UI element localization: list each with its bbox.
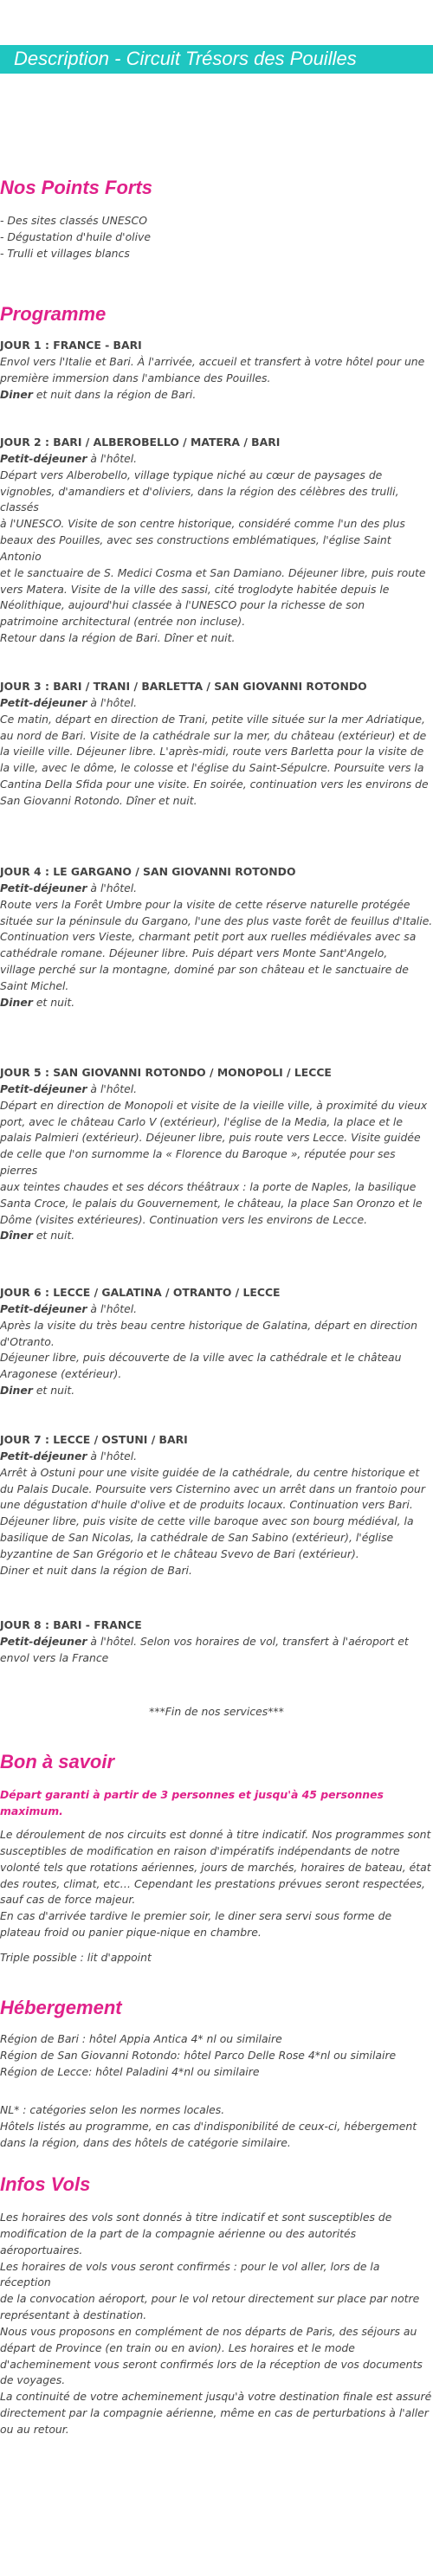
day-2 bbox=[0, 435, 433, 647]
day-line: Aragonese (extérieur). bbox=[0, 1367, 122, 1381]
day-line: vignobles, d'amandiers et d'oliviers, dans la région des célèbres des trulli, classés bbox=[0, 484, 399, 514]
info-line: susceptibles de modification en raison d'impératifs indépendants de notre bbox=[0, 1843, 400, 1857]
day-line: Saint Michel. bbox=[0, 978, 69, 992]
day-4 bbox=[0, 864, 433, 1011]
info-line: représentant à destination. bbox=[0, 2308, 147, 2322]
day-line: de celle que l'on surnomme la « Florence du Baroque », réputée pour ses pierres bbox=[0, 1147, 396, 1178]
programme-heading: Programme bbox=[0, 303, 107, 325]
meal-label: Petit-déjeuner bbox=[0, 881, 87, 894]
day-title: JOUR 4 : LE GARGANO / SAN GIOVANNI ROTONDO bbox=[0, 865, 296, 878]
meal-label: Petit-déjeuner bbox=[0, 1081, 87, 1095]
day-line: patrimoine architectural (entrée non incluse). bbox=[0, 615, 246, 629]
triple-note: Triple possible : lit d'appoint bbox=[0, 1951, 152, 1964]
day-line: Diner et nuit dans la région de Bari. bbox=[0, 1563, 192, 1577]
info-line: Les horaires de vols vous seront confirmés : pour le vol aller, lors de la réception bbox=[0, 2259, 380, 2289]
day-line: d'Otranto. bbox=[0, 1334, 55, 1348]
meal-label: Dîner bbox=[0, 1229, 33, 1243]
day-line: Déjeuner libre, puis découverte de la ville avec la cathédrale et le château bbox=[0, 1351, 402, 1365]
day-end: et nuit. bbox=[32, 995, 75, 1009]
info-line: Les horaires des vols sont donnés à titre indicatif et sont susceptibles de bbox=[0, 2211, 392, 2224]
day-7 bbox=[0, 1432, 433, 1579]
day-line: la vieille ville. Déjeuner libre. L'après-midi, route vers Barletta pour la visite de bbox=[0, 745, 424, 759]
info-line: volonté tels que rotations aériennes, jours de marchés, horaires de bateau, état bbox=[0, 1860, 431, 1874]
day-end: et nuit. bbox=[32, 1384, 75, 1398]
day-line: la ville, avec le dôme, le colosse et l'église du Saint-Sépulcre. Poursuite vers la bbox=[0, 761, 424, 775]
day-line: du Palais Ducale. Poursuite vers Cisternino avec un arrêt dans un frantoio pour bbox=[0, 1482, 425, 1495]
bon-a-savoir-block bbox=[0, 1787, 433, 1820]
info-line: plateau froid ou panier pique-nique en chambre. bbox=[0, 1926, 262, 1940]
day-breakfast: à l'hôtel. bbox=[87, 695, 138, 709]
points-forts-list bbox=[0, 213, 433, 262]
day-line: aux teintes chaudes et ses décors théâtraux : la porte de Naples, la basilique bbox=[0, 1179, 417, 1193]
day-line: Envol vers l'Italie et Bari. À l'arrivée, accueil et transfert à votre hôtel pour une bbox=[0, 354, 425, 368]
hotel-item: Région de Bari : hôtel Appia Antica 4* nl ou similaire bbox=[0, 2032, 282, 2045]
info-line: modification de la part de la compagnie aérienne ou des autorités bbox=[0, 2226, 357, 2240]
hotel-note: Hôtels listés au programme, en cas d'indisponibilité de ceux-ci, hébergement bbox=[0, 2119, 417, 2133]
day-line: Néolithique, aujourd'hui classée à l'UNESCO pour la richesse de son bbox=[0, 598, 365, 612]
day-title: JOUR 1 : FRANCE - BARI bbox=[0, 339, 142, 352]
info-line: La continuité de votre acheminement jusqu'à votre destination finale est assuré bbox=[0, 2390, 432, 2404]
day-line: première immersion dans l'ambiance des Pouilles. bbox=[0, 371, 271, 384]
description-banner bbox=[0, 45, 433, 74]
day-title: JOUR 6 : LECCE / GALATINA / OTRANTO / LECCE bbox=[0, 1286, 281, 1299]
day-title: JOUR 5 : SAN GIOVANNI ROTONDO / MONOPOLI / LECCE bbox=[0, 1066, 332, 1079]
list-item: - Des sites classés UNESCO bbox=[0, 214, 147, 227]
meal-label: Petit-déjeuner bbox=[0, 1449, 87, 1462]
day-breakfast: à l'hôtel. bbox=[87, 1081, 138, 1095]
hebergement-heading: Hébergement bbox=[0, 1997, 122, 2018]
day-line: Arrêt à Ostuni pour une visite guidée de la cathédrale, du centre historique et bbox=[0, 1465, 420, 1479]
meal-label: Petit-déjeuner bbox=[0, 1301, 87, 1315]
day-line: et le sanctuaire de S. Medici Cosma et San Damiano. Déjeuner libre, puis route bbox=[0, 565, 426, 579]
day-line: byzantine de San Grégorio et le château Svevo de Bari (extérieur). bbox=[0, 1546, 359, 1560]
info-line: des routes, climat, etc… Cependant les prestations prévues seront respectées, bbox=[0, 1876, 425, 1890]
day-line: Départ vers Alberobello, village typique niché au cœur de paysages de bbox=[0, 468, 383, 481]
day-title: JOUR 8 : BARI - FRANCE bbox=[0, 1618, 142, 1631]
day-breakfast: à l'hôtel. Selon vos horaires de vol, transfert à l'aéroport et bbox=[87, 1634, 409, 1648]
hotel-item: Région de Lecce: hôtel Paladini 4*nl ou similaire bbox=[0, 2064, 260, 2078]
day-line: San Giovanni Rotondo. Dîner et nuit. bbox=[0, 793, 197, 807]
meal-label: Petit-déjeuner bbox=[0, 695, 87, 709]
day-8 bbox=[0, 1617, 433, 1667]
end-note: ***Fin de nos services*** bbox=[149, 1705, 284, 1718]
day-title: JOUR 7 : LECCE / OSTUNI / BARI bbox=[0, 1433, 188, 1446]
day-breakfast: à l'hôtel. bbox=[87, 1449, 138, 1462]
meal-label: Diner bbox=[0, 387, 33, 401]
day-line: envol vers la France bbox=[0, 1650, 109, 1664]
infos-vols-heading: Infos Vols bbox=[0, 2173, 91, 2195]
day-line: une dégustation d'huile d'olive et de produits locaux. Continuation vers Bari. bbox=[0, 1498, 413, 1512]
day-title: JOUR 3 : BARI / TRANI / BARLETTA / SAN GIOVANNI ROTONDO bbox=[0, 680, 367, 693]
day-5 bbox=[0, 1065, 433, 1244]
list-item: - Dégustation d'huile d'olive bbox=[0, 229, 151, 243]
day-line: vers Matera. Visite de la ville des sassi, cité troglodyte habitée depuis le bbox=[0, 582, 390, 596]
meal-label: Petit-déjeuner bbox=[0, 451, 87, 465]
infos-vols-text bbox=[0, 2210, 433, 2438]
day-line: village perché sur la montagne, dominé par son château et le sanctuaire de bbox=[0, 963, 409, 977]
day-line: Après la visite du très beau centre historique de Galatina, départ en direction bbox=[0, 1318, 417, 1332]
day-line: Santa Croce, le palais du Gouvernement, le château, la place San Oronzo et le bbox=[0, 1196, 423, 1210]
banner-title: Description - Circuit Trésors des Pouilles bbox=[14, 48, 357, 69]
day-line: Départ en direction de Monopoli et visite de la vieille ville, à proximité du vieux bbox=[0, 1098, 428, 1112]
day-line: Continuation vers Vieste, charmant petit port aux ruelles médiévales avec sa bbox=[0, 930, 417, 944]
day-line: basilique de San Nicolas, la cathédrale de San Sabino (extérieur), l'église bbox=[0, 1531, 394, 1545]
day-line: cathédrale romane. Déjeuner libre. Puis départ vers Monte Sant'Angelo, bbox=[0, 946, 388, 960]
list-item: - Trulli et villages blancs bbox=[0, 246, 130, 260]
info-line: En cas d'arrivée tardive le premier soir, le diner sera servi sous forme de bbox=[0, 1909, 392, 1923]
meal-label: Diner bbox=[0, 995, 33, 1009]
day-6 bbox=[0, 1285, 433, 1399]
day-breakfast: à l'hôtel. bbox=[87, 1301, 138, 1315]
hotels-notes bbox=[0, 2102, 433, 2152]
info-line: de voyages. bbox=[0, 2373, 66, 2387]
info-line: de la convocation aéroport, pour le vol retour directement sur place par notre bbox=[0, 2292, 420, 2306]
day-1 bbox=[0, 338, 433, 403]
day-3 bbox=[0, 679, 433, 810]
info-line: aéroportuaires. bbox=[0, 2243, 83, 2256]
day-line: port, avec le château Carlo V (extérieur), l'église de la Media, la place et le bbox=[0, 1114, 403, 1128]
day-breakfast: à l'hôtel. bbox=[87, 451, 138, 465]
day-line: Route vers la Forêt Umbre pour la visite de cette réserve naturelle protégée bbox=[0, 897, 410, 911]
hotels-list bbox=[0, 2031, 433, 2081]
info-line: ou au retour. bbox=[0, 2422, 69, 2436]
info-line: Le déroulement de nos circuits est donné à titre indicatif. Nos programmes sont bbox=[0, 1828, 431, 1841]
hotel-item: Région de San Giovanni Rotondo: hôtel Parco Delle Rose 4*nl ou similaire bbox=[0, 2048, 397, 2062]
meal-label: Diner bbox=[0, 1384, 33, 1398]
info-line: directement par la compagnie aérienne, même en cas de perturbations à l'aller bbox=[0, 2406, 429, 2420]
day-line: beaux des Pouilles, avec ses constructions emblématiques, l'église Saint Antonio bbox=[0, 533, 391, 563]
info-line: sauf cas de force majeur. bbox=[0, 1893, 136, 1907]
bon-a-savoir-heading: Bon à savoir bbox=[0, 1751, 115, 1772]
info-line: Nous vous proposons en complément de nos départs de Paris, des séjours au bbox=[0, 2324, 417, 2338]
day-breakfast: à l'hôtel. bbox=[87, 881, 138, 894]
points-forts-heading: Nos Points Forts bbox=[0, 177, 153, 198]
day-line: Dôme (visites extérieures). Continuation vers les environs de Lecce. bbox=[0, 1212, 368, 1226]
hotel-note: NL* : catégories selon les normes locales. bbox=[0, 2103, 225, 2116]
info-line: d'acheminement vous seront confirmés lors de la réception de vos documents bbox=[0, 2357, 423, 2371]
day-line: au nord de Bari. Visite de la cathédrale sur la mer, du château (extérieur) et de bbox=[0, 728, 427, 742]
day-line: palais Palmieri (extérieur). Déjeuner libre, puis route vers Lecce. Visite guidée bbox=[0, 1131, 421, 1145]
day-line: Retour dans la région de Bari. Dîner et nuit. bbox=[0, 631, 236, 645]
day-line: Cantina Della Sfida pour une visite. En soirée, continuation vers les environs de bbox=[0, 778, 429, 791]
guarantee-text: Départ garanti à partir de 3 personnes et jusqu'à 45 personnes maximum. bbox=[0, 1788, 384, 1817]
hotel-note: dans la région, dans des hôtels de catégorie similaire. bbox=[0, 2135, 291, 2149]
meal-label: Petit-déjeuner bbox=[0, 1634, 87, 1648]
day-line: Ce matin, départ en direction de Trani, petite ville située sur la mer Adriatique, bbox=[0, 712, 425, 726]
day-end: et nuit dans la région de Bari. bbox=[32, 387, 197, 401]
day-line: à l'UNESCO. Visite de son centre historique, considéré comme l'un des plus bbox=[0, 517, 405, 531]
bon-a-savoir-text bbox=[0, 1827, 433, 1941]
info-line: départ de Province (en train ou en avion). Les horaires et le mode bbox=[0, 2340, 355, 2354]
day-line: située sur la péninsule du Gargano, l'une des plus vaste forêt de feuillus d'Italie. bbox=[0, 914, 433, 927]
day-line: Déjeuner libre, puis visite de cette ville baroque avec son bourg médiéval, la bbox=[0, 1514, 414, 1528]
day-title: JOUR 2 : BARI / ALBEROBELLO / MATERA / BARI bbox=[0, 436, 281, 449]
day-end: et nuit. bbox=[32, 1229, 75, 1243]
